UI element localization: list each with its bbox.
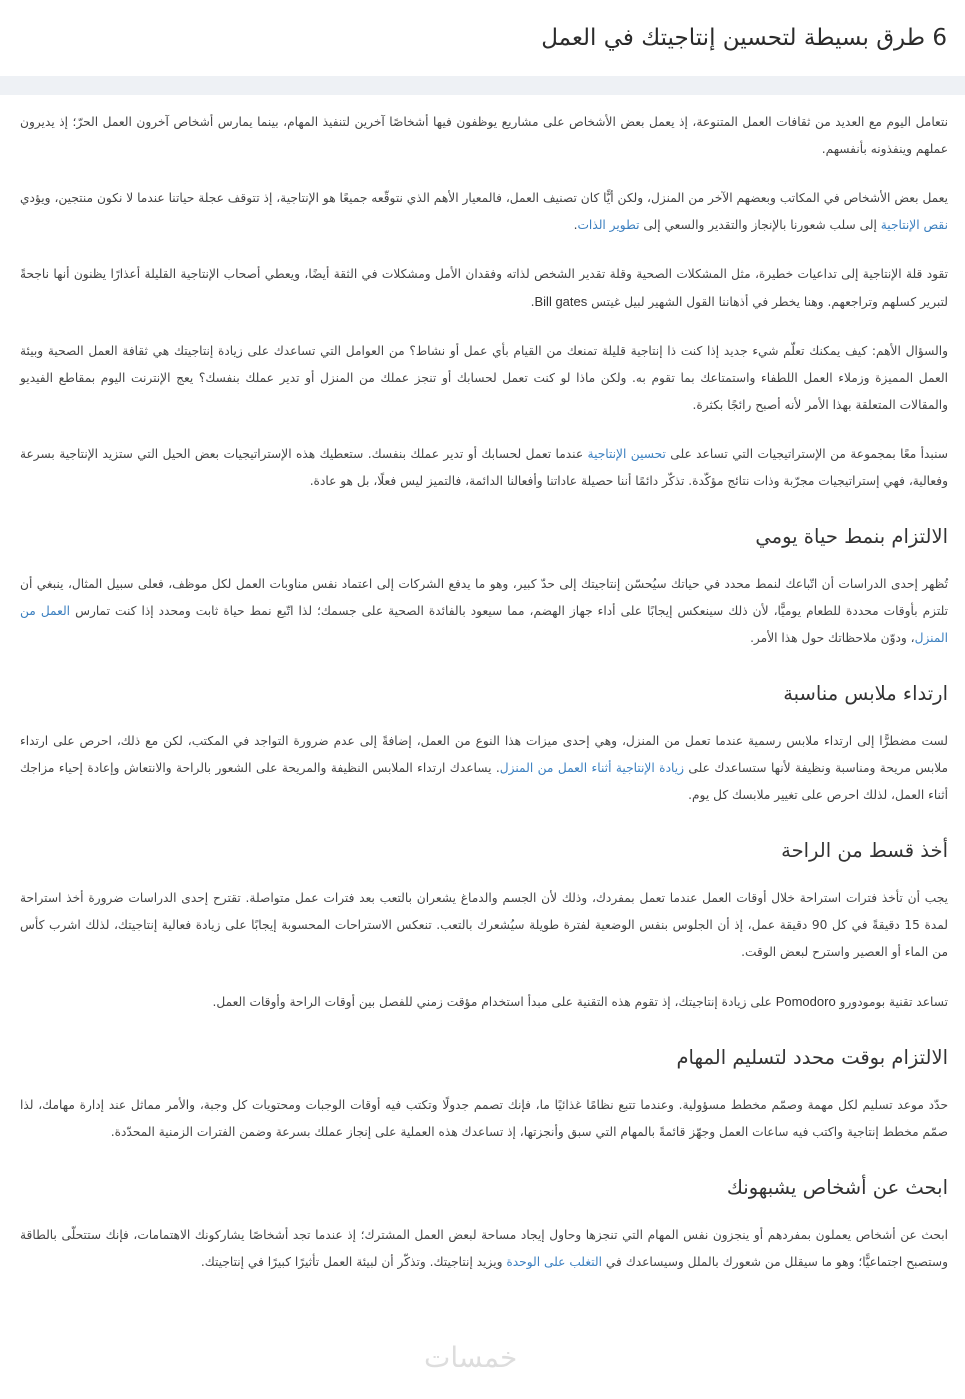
text: . — [530, 295, 535, 309]
text: ابحث عن أشخاص يعملون بمفردهم أو ينجزون نفس المهام التي تنجزها وحاول إيجاد مساحة لبعض العمل المشترك؛ إذ عندما تجد أشخاصًا يشاركونك الاهتمامات، فإنك ستتحلّى بالطاقة وستصبح اجتماعيًّا؛ وهو ما سيقلل من شعورك بالملل وسيساعدك في — [20, 1228, 948, 1269]
text: تساعد تقنية بومودورو — [835, 995, 948, 1009]
pomodoro-name: Pomodoro — [775, 994, 836, 1009]
paragraph-similar-people — [20, 1222, 948, 1276]
paragraph-strategies — [20, 441, 948, 495]
paragraph-deadlines: حدّد موعد تسليم لكل مهمة وصمّم مخطط مسؤولية. وعندما تتبع نظامًا غذائيًا ما، فإنك تصمم جدولًا وتكتب فيه أوقات الوجبات ومحتويات كل وجبة، والأمر مماثل عند إدارة مهامك، لذا صمّم مخطط إنتاجية واكتب فيه ساعات العمل وجهّز قائمةً بالمهام التي سبق وأنجزتها، إذ تساعدك هذه العملية على إنجاز عملك بسرعة وضمن الفترات الزمنية المحدّدة. — [20, 1098, 948, 1139]
page-title: 6 طرق بسيطة لتحسين إنتاجيتك في العمل — [541, 25, 947, 51]
bill-gates-name: Bill gates — [534, 294, 588, 309]
article-body — [0, 109, 965, 1276]
text: . — [573, 218, 578, 232]
link-improve-productivity[interactable]: تحسين الإنتاجية — [587, 447, 666, 461]
text: يعمل بعض الأشخاص في المكاتب وبعضهم الآخر من المنزل، ولكن أيًّا كان تصنيف العمل، فالمعيار الأهم الذي نتوقّعه جميعًا هو الإنتاجية، إذ تتوقف عجلة حياتنا عندما لا نكون منتجين، ويؤدي — [20, 191, 948, 205]
text: عندما تعمل لحسابك أو تدير عملك بنفسك. ستعطيك هذه الإستراتيجيات بعض الحيل التي ستزيد الإنتاجية بسرعة وفعالية، فهي إستراتيجيات مجرّبة وذات نتائج مؤكّدة. تذكّر دائمًا أننا حصيلة عاداتنا وأفعالنا الدائمة، فالتميز ليس فعلًا، بل هو عادة. — [20, 447, 948, 488]
text: لست مضطرًّا إلى ارتداء ملابس رسمية عندما تعمل من المنزل، وهي إحدى ميزات هذا النوع من العمل، إضافةً إلى عدم ضرورة التواجد في المكتب، لكن مع ذلك، احرص على ارتداء ملابس مريحة ومناسبة ونظيفة لأنها ستساعدك على — [20, 734, 949, 775]
heading-suitable-clothes: ارتداء ملابس مناسبة — [783, 682, 948, 705]
paragraph-take-break: يجب أن تأخذ فترات استراحة خلال أوقات العمل عندما تعمل بمفردك، وذلك لأن الجسم والدماغ يشعران بالتعب بعد فترات عمل متواصلة. تقترح إحدى الدراسات ضرورة أخذ استراحة لمدة 15 دقيقةً في كل 90 دقيقة عمل، إذ أن الجلوس بنفس الوضعية لفترة طويلة سيُشعرك بالتعب. تنعكس الاستراحات المحسوبة إيجابًا على زيادة فعالية إنتاجيتك، لذلك اشرب كأس من الماء أو العصير واسترح لبعض الوقت. — [20, 891, 948, 959]
title-bar — [0, 0, 965, 76]
text: تُظهر إحدى الدراسات أن اتّباعك لنمط محدد في حياتك سيُحسّن إنتاجيتك إلى حدّ كبير، وهو ما يدفع الشركات إلى اعتماد نفس مناوبات العمل لكل موظف، فعلى سبيل المثال، ينبغي أن تلتزم بأوقات محددة للطعام يوميًّا، لأن ذلك سينعكس إيجابًا على أداء جهاز الهضم، مما سيعود بالفائدة الصحية على جسمك؛ لذا اتّبع نمط حياة ثابت ومحدد إذا كنت تمارس — [20, 577, 949, 618]
link-productivity-home[interactable]: زيادة الإنتاجية أثناء العمل من المنزل — [499, 761, 684, 775]
link-lack-of-productivity[interactable]: نقص الإنتاجية — [880, 218, 948, 232]
text: ويزيد إنتاجيتك. وتذكّر أن لبيئة العمل تأثيرًا كبيرًا في إنتاجيتك. — [200, 1255, 507, 1269]
heading-deadlines: الالتزام بوقت محدد لتسليم المهام — [676, 1046, 948, 1069]
paragraph-suitable-clothes — [20, 728, 948, 809]
heading-take-break: أخذ قسط من الراحة — [781, 839, 948, 862]
heading-daily-routine: الالتزام بنمط حياة يومي — [755, 525, 948, 548]
text: سنبدأ معًا بمجموعة من الإستراتيجيات التي تساعد على — [665, 447, 948, 461]
text: على زيادة إنتاجيتك، إذ تقوم هذه التقنية على مبدأ استخدام مؤقت زمني للفصل بين أوقات الراحة وأوقات العمل. — [212, 995, 776, 1009]
paragraph-pomodoro — [20, 988, 948, 1016]
text: إلى سلب شعورنا بالإنجاز والتقدير والسعي إلى — [639, 218, 881, 232]
text: تقود قلة الإنتاجية إلى تداعيات خطيرة، مثل المشكلات الصحية وقلة تقدير الشخص لذاته وفقدان الأمل ومشكلات في الثقة أيضًا، ويعطي أصحاب الإنتاجية القليلة أعذارًا يظنون أنها ناجحةً لتبرير كسلهم وتراجعهم. وهنا يخطر في أذهاننا القول الشهير لبيل غيتس — [20, 267, 948, 309]
khamsat-watermark: خمسات — [424, 1341, 518, 1374]
text: . يساعدك ارتداء الملابس النظيفة والمريحة على الشعور بالراحة والانتعاش وإعادة إحياء مزاجك أثناء العمل، لذلك احرص على تغيير ملابسك كل يوم. — [20, 761, 948, 802]
paragraph-daily-routine — [20, 571, 948, 652]
title-divider — [0, 76, 965, 95]
link-overcome-loneliness[interactable]: التغلب على الوحدة — [506, 1255, 602, 1269]
text: ، ودوّن ملاحظاتك حول هذا الأمر. — [750, 631, 915, 645]
link-work-from-home[interactable]: العمل من المنزل — [20, 604, 948, 645]
paragraph-key-question: والسؤال الأهم: كيف يمكنك تعلّم شيء جديد إذا كنت ذا إنتاجية قليلة تمنعك من القيام بأي عمل أو نشاط؟ من العوامل التي تساعدك على زيادة إنتاجيتك هي ثقافة العمل الصحية وبيئة العمل المميزة وزملاء العمل اللطفاء واستمتاعك بما تقوم به. ولكن ماذا لو كنت تعمل لحسابك أو تنجز عملك من المنزل أو تدير عملك بنفسك؟ يعج الإنترنت اليوم بمقاطع الفيديو والمقالات المتعلقة بهذا الأمر لأنه أصبح رائجًا بكثرة. — [20, 344, 948, 412]
link-self-development[interactable]: تطوير الذات — [577, 218, 640, 232]
paragraph-intro: نتعامل اليوم مع العديد من ثقافات العمل المتنوعة، إذ يعمل بعض الأشخاص على مشاريع يوظفون فيها أشخاصًا آخرين لتنفيذ المهام، بينما يمارس أشخاص آخرون العمل الحرّ؛ إذ يديرون عملهم وينفذونه بأنفسهم. — [20, 115, 948, 156]
paragraph-consequences — [20, 261, 948, 316]
paragraph-work-types — [20, 185, 948, 239]
heading-similar-people: ابحث عن أشخاص يشبهونك — [726, 1176, 948, 1199]
